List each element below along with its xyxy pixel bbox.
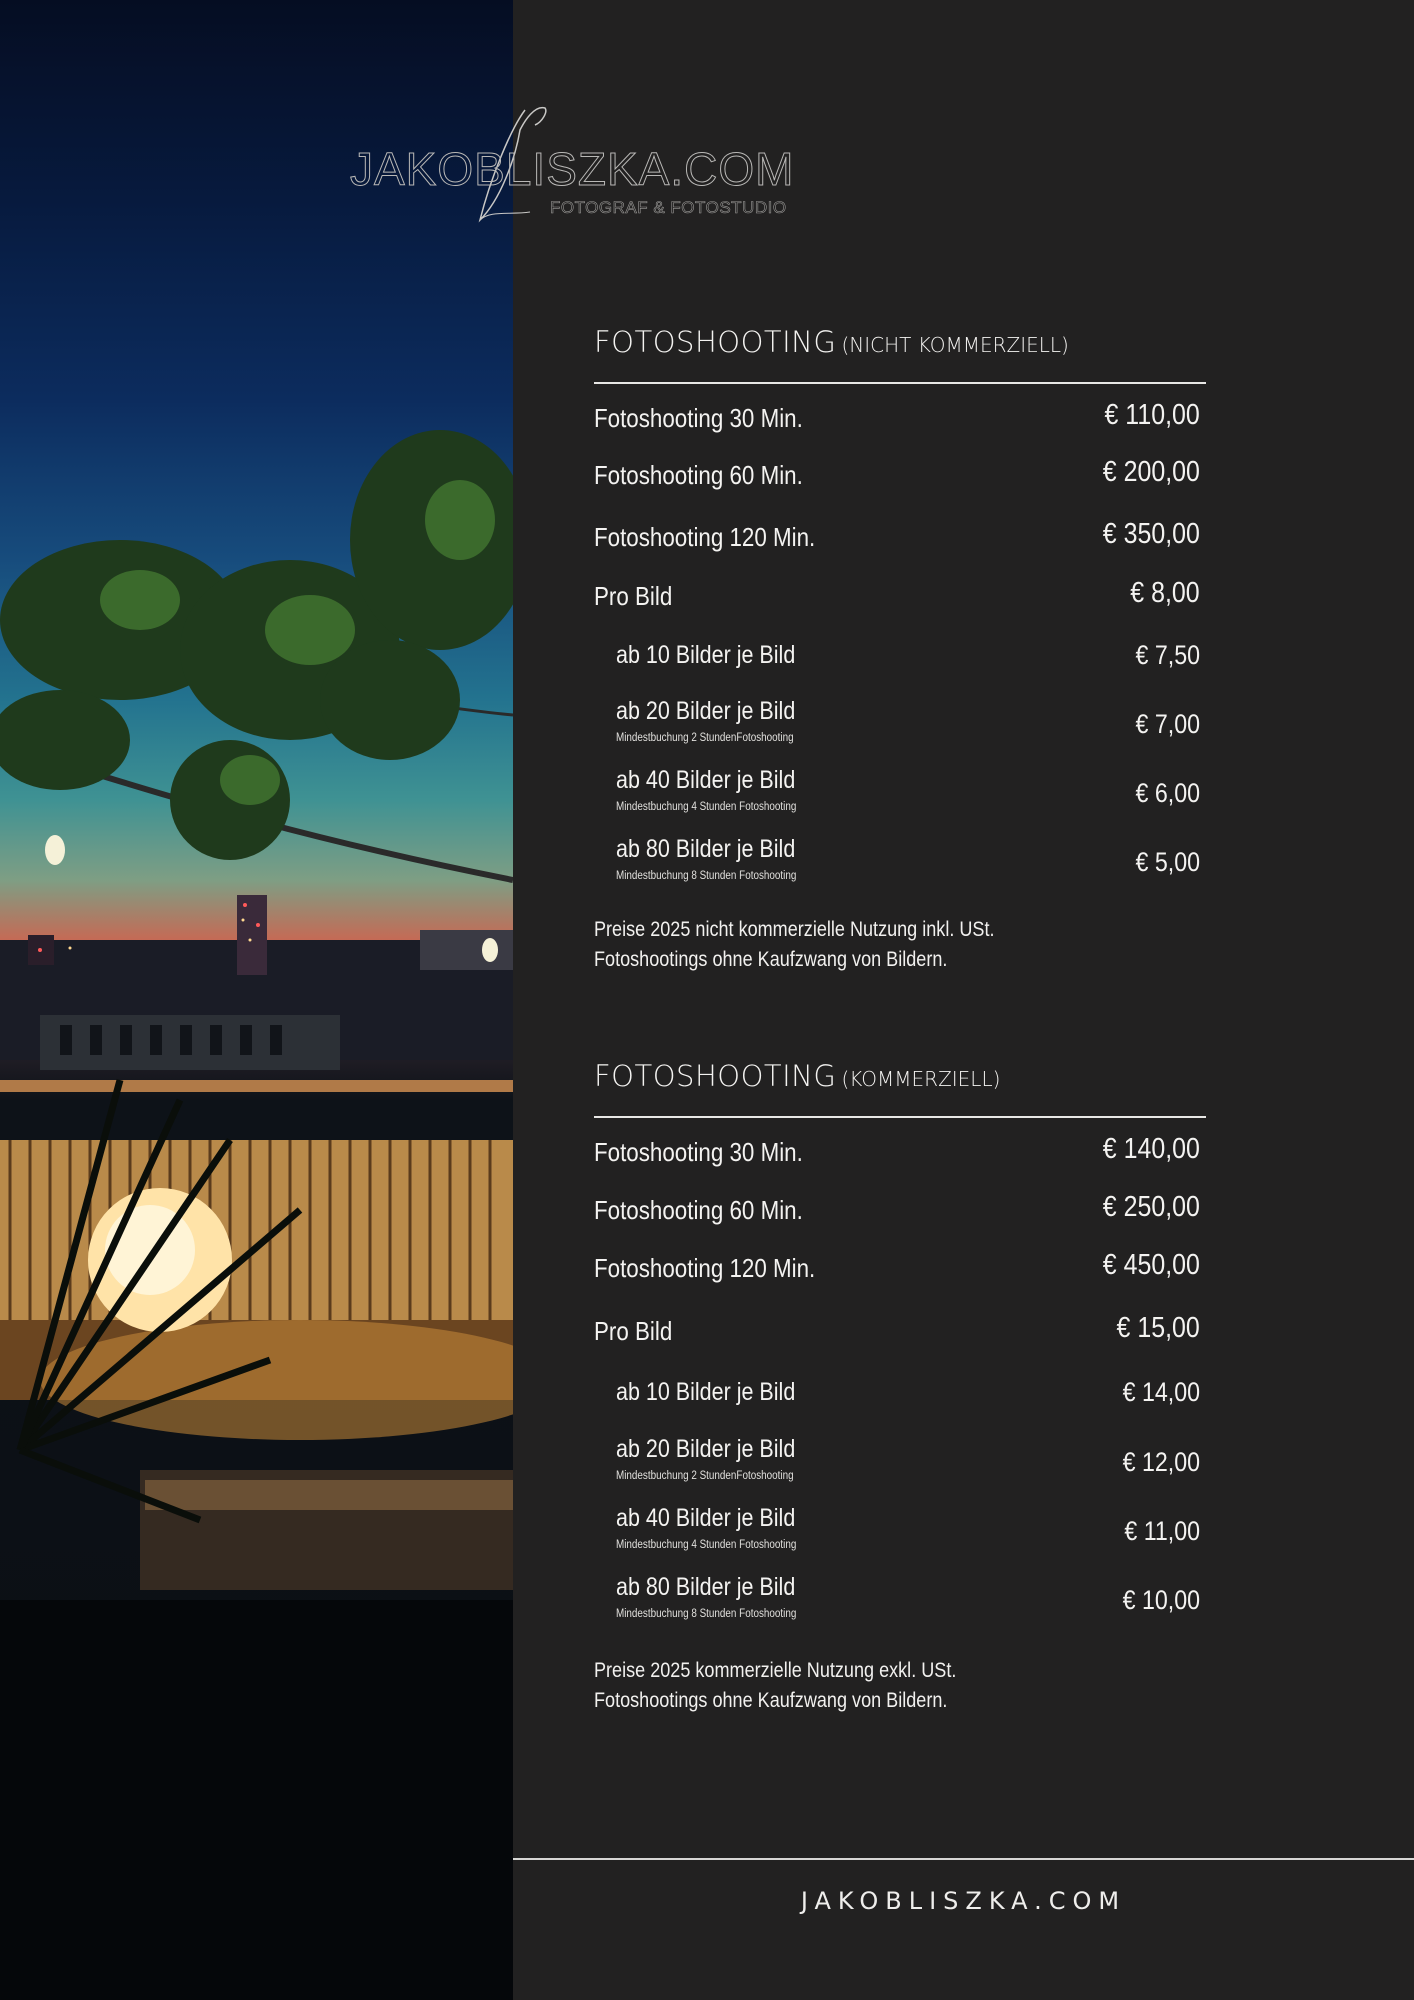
price-row: ab 80 Bilder je Bild Mindestbuchung 8 Stunden Fotoshooting € 10,00 (616, 1573, 1200, 1620)
logo-tagline: FOTOGRAF & FOTOSTUDIO (550, 198, 787, 217)
section-title: FOTOSHOOTING (NICHT KOMMERZIELL) (594, 325, 1069, 359)
price-row: Fotoshooting 30 Min. € 110,00 (594, 399, 1200, 433)
price-row: Fotoshooting 120 Min. € 450,00 (594, 1249, 1200, 1283)
footer-website: JAKOBLISZKA.COM (800, 1887, 1127, 1915)
price-row: ab 20 Bilder je Bild Mindestbuchung 2 StundenFotoshooting € 12,00 (616, 1435, 1200, 1482)
price-row: ab 40 Bilder je Bild Mindestbuchung 4 Stunden Fotoshooting € 11,00 (616, 1504, 1200, 1551)
brand-logo (350, 100, 795, 230)
footer-divider (513, 1858, 1414, 1860)
price-row: Fotoshooting 60 Min. € 200,00 (594, 456, 1200, 490)
logo-wordmark: JAKOBLISZKA.COM (350, 143, 795, 195)
section-footnote: Preise 2025 nicht kommerzielle Nutzung inkl. USt. Fotoshootings ohne Kaufzwang von Bildern. (594, 918, 995, 971)
price-row: ab 10 Bilder je Bild € 7,50 (616, 640, 1200, 670)
price-row: Fotoshooting 30 Min. € 140,00 (594, 1133, 1200, 1167)
price-row: Pro Bild € 15,00 (594, 1312, 1200, 1346)
price-row: ab 40 Bilder je Bild Mindestbuchung 4 Stunden Fotoshooting € 6,00 (616, 766, 1200, 813)
price-row: ab 10 Bilder je Bild € 14,00 (616, 1377, 1200, 1407)
section-footnote: Preise 2025 kommerzielle Nutzung exkl. USt. Fotoshootings ohne Kaufzwang von Bildern. (594, 1659, 957, 1712)
price-row: Pro Bild € 8,00 (594, 577, 1200, 611)
rooftop-evening-photo (0, 0, 513, 2000)
price-row: ab 20 Bilder je Bild Mindestbuchung 2 StundenFotoshooting € 7,00 (616, 697, 1200, 744)
price-row: ab 80 Bilder je Bild Mindestbuchung 8 Stunden Fotoshooting € 5,00 (616, 835, 1200, 882)
section-divider (594, 1116, 1206, 1118)
price-row: Fotoshooting 120 Min. € 350,00 (594, 518, 1200, 552)
price-row: Fotoshooting 60 Min. € 250,00 (594, 1191, 1200, 1225)
section-divider (594, 382, 1206, 384)
section-title: FOTOSHOOTING (KOMMERZIELL) (594, 1059, 1001, 1093)
